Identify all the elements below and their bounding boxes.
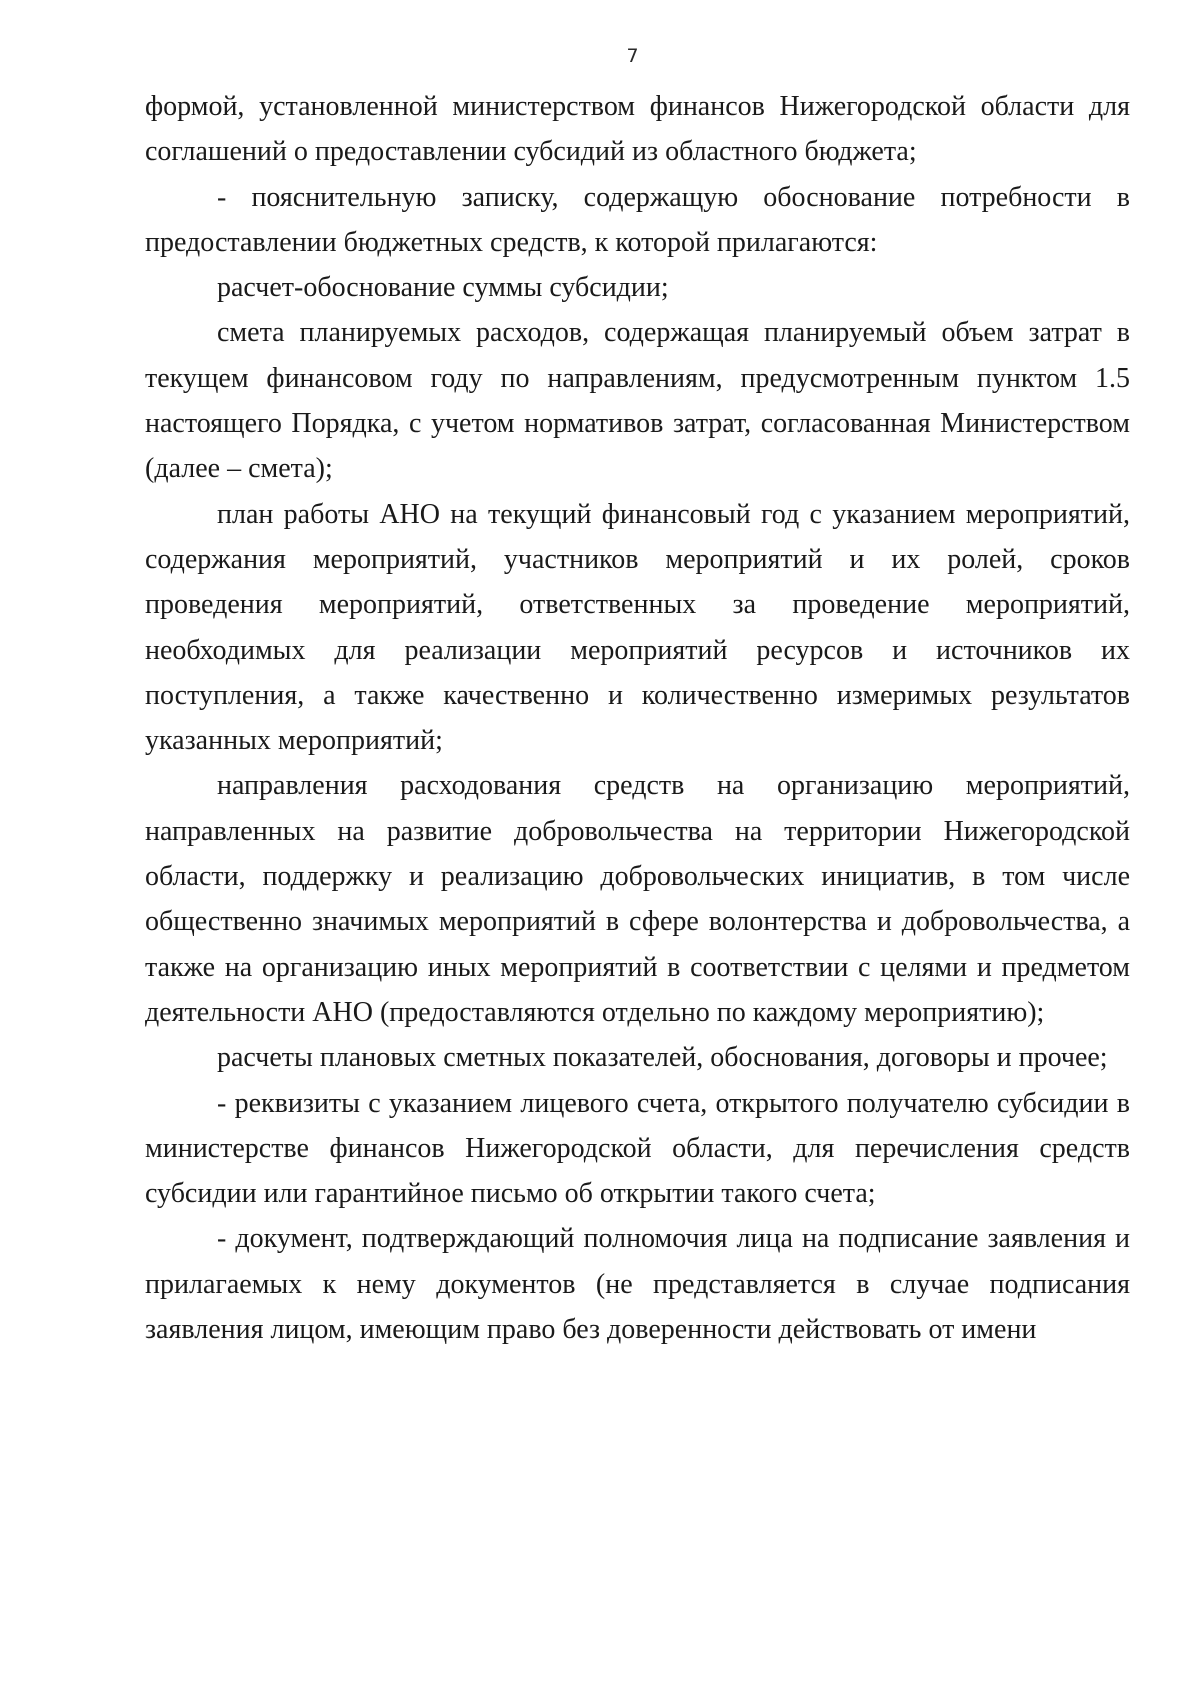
paragraph-explanatory-note: - пояснительную записку, содержащую обоснование потребности в предоставлении бюджетных средств, к которой прилагаются: xyxy=(145,181,1130,258)
page-number: 7 xyxy=(626,45,639,67)
paragraph-form-continuation: формой, установленной министерством финансов Нижегородской области для соглашений о предоставлении субсидий из областного бюджета; xyxy=(145,91,1130,168)
paragraph-work-plan: план работы АНО на текущий финансовый год с указанием мероприятий, содержания мероприятий, участников мероприятий и их ролей, сроков проведения мероприятий, ответственных за проведение мероприятий, необходимых для реализации мероприятий ресурсов и источников их поступления, а также качественно и количественно измеримых результатов указанных мероприятий; xyxy=(145,498,1130,757)
paragraph-expense-estimate: смета планируемых расходов, содержащая планируемый объем затрат в текущем финансовом году по направлениям, предусмотренным пунктом 1.5 настоящего Порядка, с учетом нормативов затрат, согласованная Министерством (далее – смета); xyxy=(145,317,1130,485)
paragraph-subsidy-calculation: расчет-обоснование суммы субсидии; xyxy=(217,272,669,304)
paragraph-spending-directions: направления расходования средств на организацию мероприятий, направленных на развитие добровольчества на территории Нижегородской области, поддержку и реализацию добровольческих инициатив, в том числе общественно значимых мероприятий в сфере волонтерства и добровольчества, а также на организацию иных мероприятий в соответствии с целями и предметом деятельности АНО (предоставляются отдельно по каждому мероприятию); xyxy=(145,770,1130,1028)
paragraph-bank-details: - реквизиты с указанием лицевого счета, открытого получателю субсидии в министерстве финансов Нижегородской области, для перечисления средств субсидии или гарантийное письмо об открытии такого счета; xyxy=(145,1087,1130,1210)
paragraph-estimate-calculations: расчеты плановых сметных показателей, обоснования, договоры и прочее; xyxy=(217,1042,1108,1074)
paragraph-authority-document: - документ, подтверждающий полномочия лица на подписание заявления и прилагаемых к нему документов (не представляется в случае подписания заявления лицом, имеющим право без доверенности действовать от имени xyxy=(145,1223,1130,1346)
document-body xyxy=(145,84,1130,1352)
